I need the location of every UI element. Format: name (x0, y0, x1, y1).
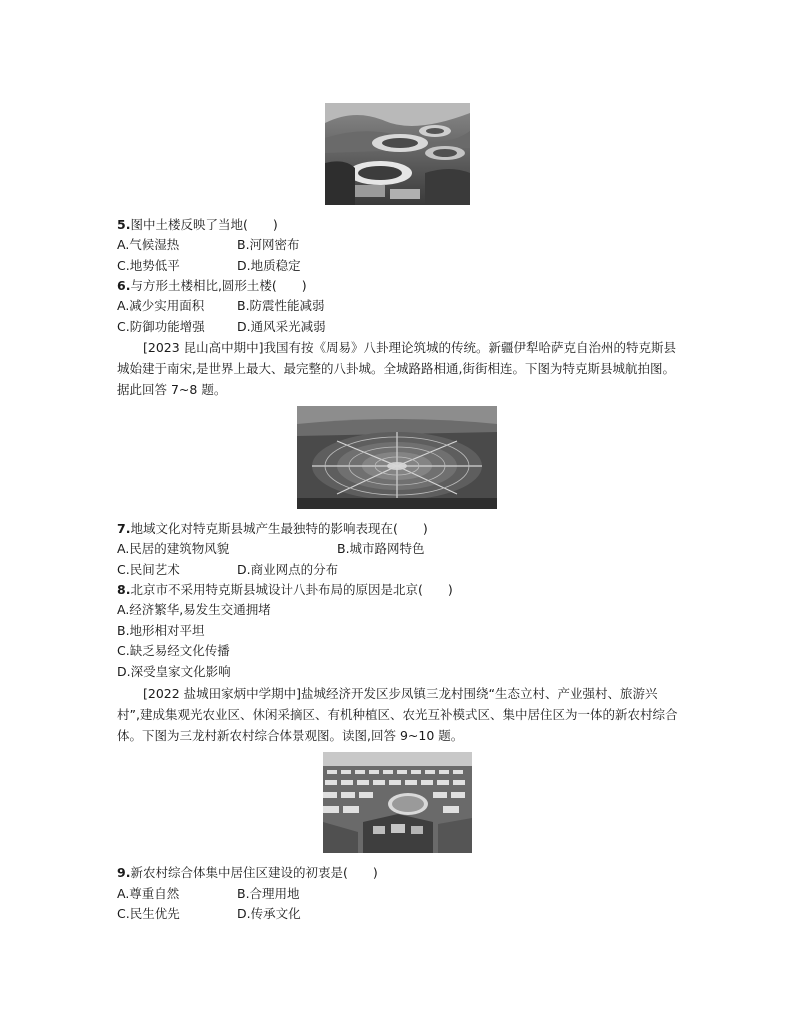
q6-option-b[interactable]: B.防震性能减弱 (237, 298, 325, 313)
tulou-photo-graphic (325, 103, 470, 205)
question-5 (117, 215, 278, 235)
q5-option-d[interactable]: D.地质稳定 (237, 258, 301, 273)
q8-option-b[interactable]: B.地形相对平坦 (117, 623, 205, 638)
q9-option-d[interactable]: D.传承文化 (237, 906, 301, 921)
q9-option-a[interactable]: A.尊重自然 (117, 886, 180, 901)
tekes-city-aerial-photo (297, 406, 497, 509)
q9-option-b[interactable]: B.合理用地 (237, 886, 300, 901)
q8-option-d[interactable]: D.深受皇家文化影响 (117, 664, 231, 679)
question-7-number: 7. (117, 521, 131, 536)
q7-option-a[interactable]: A.民居的建筑物风貌 (117, 541, 230, 556)
question-6 (117, 276, 307, 296)
tekes-aerial-graphic (297, 406, 497, 509)
question-9-stem: 新农村综合体集中居住区建设的初衷是( ) (130, 865, 378, 880)
question-7 (117, 519, 428, 539)
q6-option-c[interactable]: C.防御功能增强 (117, 319, 205, 334)
question-5-number: 5. (117, 217, 131, 232)
sanlong-village-graphic (323, 752, 472, 853)
sanlong-village-photo (323, 752, 472, 853)
question-5-stem: 图中土楼反映了当地( ) (130, 217, 278, 232)
question-8 (117, 580, 453, 600)
passage-sanlong: [2022 盐城田家炳中学期中]盐城经济开发区步凤镇三龙村围绕“生态立村、产业强村、旅游兴村”,建成集观光农业区、休闲采摘区、有机种植区、农光互补模式区、集中居住区为一体的新农村综合体。下图为三龙村新农村综合体景观图。读图,回答 9~10 题。 (117, 686, 678, 743)
q5-option-b[interactable]: B.河网密布 (237, 237, 300, 252)
passage-tekes: [2023 昆山高中期中]我国有按《周易》八卦理论筑城的传统。新疆伊犁哈萨克自治州的特克斯县城始建于南宋,是世界上最大、最完整的八卦城。全城路路相通,街街相连。下图为特克斯县城航拍图。据此回答 7~8 题。 (117, 340, 677, 397)
q5-option-c[interactable]: C.地势低平 (117, 258, 180, 273)
q7-option-c[interactable]: C.民间艺术 (117, 562, 180, 577)
question-8-number: 8. (117, 582, 131, 597)
q9-option-c[interactable]: C.民生优先 (117, 906, 180, 921)
q7-option-b[interactable]: B.城市路网特色 (337, 541, 425, 556)
question-8-stem: 北京市不采用特克斯县城设计八卦布局的原因是北京( ) (130, 582, 453, 597)
q8-option-a[interactable]: A.经济繁华,易发生交通拥堵 (117, 602, 271, 617)
tulou-photo (325, 103, 470, 205)
question-9 (117, 863, 378, 883)
question-7-stem: 地域文化对特克斯县城产生最独特的影响表现在( ) (130, 521, 428, 536)
q6-option-d[interactable]: D.通风采光减弱 (237, 319, 326, 334)
q5-option-a[interactable]: A.气候湿热 (117, 237, 180, 252)
q7-option-d[interactable]: D.商业网点的分布 (237, 562, 339, 577)
question-6-number: 6. (117, 278, 131, 293)
question-6-stem: 与方形土楼相比,圆形土楼( ) (130, 278, 307, 293)
q6-option-a[interactable]: A.减少实用面积 (117, 298, 205, 313)
question-9-number: 9. (117, 865, 131, 880)
q8-option-c[interactable]: C.缺乏易经文化传播 (117, 643, 230, 658)
